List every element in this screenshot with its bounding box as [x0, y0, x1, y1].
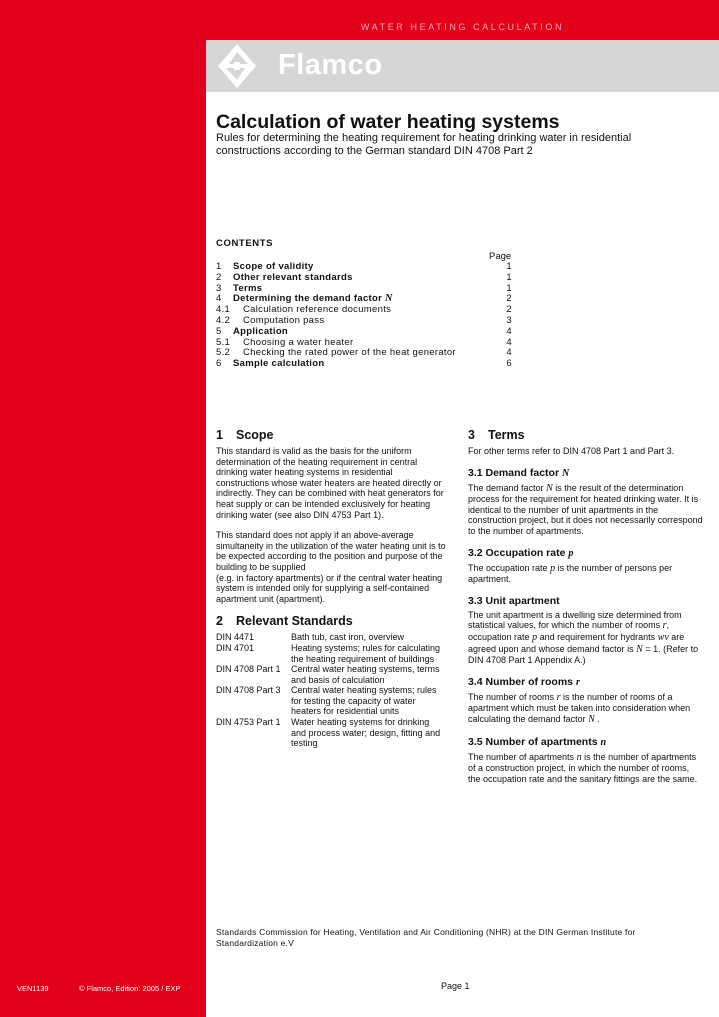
text-segment: .	[597, 713, 600, 724]
right-column	[468, 428, 704, 794]
text-segment: is the number of apartments of a construction project, in which the number of rooms, the occupation rate and the sanitary fittings are the same.	[468, 751, 698, 784]
standard-row	[216, 717, 446, 749]
toc-label: Sample calculation	[233, 358, 325, 370]
toc-label: Application	[233, 325, 289, 337]
subsection-title: 3.5 Number of apartments	[468, 735, 598, 748]
toc-entry-6	[216, 359, 514, 370]
rooms-text	[468, 692, 704, 726]
standard-description: Bath tub, cast iron, overview	[291, 632, 405, 643]
standard-row	[216, 664, 446, 685]
toc-page: 3	[506, 314, 512, 326]
standard-code: DIN 4708 Part 3	[216, 685, 281, 696]
subsection-variable: n	[600, 736, 607, 748]
standard-code: DIN 4708 Part 1	[216, 664, 281, 675]
toc-label: Choosing a water heater	[243, 336, 354, 348]
toc-label: Terms	[233, 282, 263, 294]
text-segment: The occupation rate	[468, 562, 548, 573]
text-segment: The unit apartment is a dwelling size determined from statistical values, for which the number of rooms	[468, 609, 682, 631]
unit-apartment-heading: 3.3 Unit apartment	[468, 594, 560, 607]
contents-heading: CONTENTS	[216, 238, 274, 249]
text-segment: is the number of rooms of a apartment which must be taken into consideration when calculating the demand factor	[468, 691, 691, 724]
section-title: Scope	[236, 428, 274, 442]
section-title: Relevant Standards	[236, 614, 353, 629]
toc-number: 1	[216, 261, 222, 272]
unit-apartment-text	[468, 610, 704, 666]
standard-description: Water heating systems for drinking and process water; design, fitting and testing	[291, 717, 441, 749]
rooms-heading	[468, 676, 704, 689]
standard-description: Heating systems; rules for calculating the heating requirement of buildings	[291, 642, 441, 664]
toc-entry-5	[216, 327, 514, 338]
toc-page: 4	[506, 336, 512, 348]
text-segment: , occupation rate	[468, 620, 670, 642]
subsection-title: 3.1 Demand factor	[468, 466, 560, 479]
toc-page: 2	[506, 293, 512, 305]
section-number: 3	[468, 428, 475, 442]
document-code: VEN1139	[17, 984, 49, 993]
standard-row	[216, 685, 446, 717]
standard-code: DIN 4471	[216, 632, 255, 643]
subsection-title: 3.4 Number of rooms	[468, 675, 574, 688]
inline-variable: N	[636, 643, 643, 655]
page-subtitle: Rules for determining the heating requirement for heating drinking water in residential constructions according to the German standard DIN 4708 Part 2	[216, 132, 632, 157]
toc-number: 4.1	[216, 304, 231, 316]
toc-number: 5.1	[216, 336, 231, 348]
table-of-contents	[216, 262, 514, 370]
section-number: 2	[216, 614, 223, 629]
toc-label-text: Determining the demand factor	[233, 293, 383, 305]
text-segment: are agreed upon and whose demand factor is	[468, 631, 685, 654]
toc-page: 4	[506, 325, 512, 337]
standard-code: DIN 4701	[216, 642, 255, 653]
toc-page: 1	[506, 261, 512, 272]
copyright: © Flamco, Edition: 2005 / EXP	[79, 984, 181, 993]
standard-description: Central water heating systems, terms and basis of calculation	[291, 664, 440, 685]
text-segment: is the number of persons per apartment.	[468, 562, 673, 585]
logo-wordmark: Flamco	[278, 49, 383, 81]
text-segment: = 1. (Refer to DIN 4708 Part 1 Appendix A.)	[468, 643, 699, 666]
text-segment: The number of rooms	[468, 691, 555, 702]
toc-page: 2	[506, 304, 512, 316]
toc-label: Calculation reference documents	[243, 304, 392, 316]
scope-paragraph-3: (e.g. in factory apartments) or if the central water heating system is intended only for supplying a self-contained apartment unit (apartment).	[216, 572, 443, 604]
toc-label: Checking the rated power of the heat generator	[243, 347, 456, 359]
apartments-text	[468, 752, 704, 785]
contents-page-label: Page	[489, 251, 512, 262]
terms-heading	[468, 428, 704, 442]
text-segment: is the result of the determination process for the requirement for heated drinking water. It is identical to the number of unit apartments in the construction project, but it does not necessarily correspond to the number of apartments.	[468, 482, 703, 536]
toc-page: 6	[506, 358, 512, 370]
standard-code: DIN 4753 Part 1	[216, 717, 281, 728]
text-segment: The number of apartments	[468, 751, 575, 762]
scope-heading	[216, 428, 446, 442]
toc-number: 4.2	[216, 314, 231, 326]
inline-variable: r	[662, 620, 667, 632]
subsection-variable: N	[561, 467, 570, 479]
standard-row	[216, 632, 446, 643]
subsection-title: 3.2 Occupation rate	[468, 546, 566, 559]
standard-description: Central water heating systems; rules for testing the capacity of water heaters for residential units	[291, 685, 437, 717]
toc-label: Scope of validity	[233, 261, 314, 272]
inline-variable: p	[550, 562, 556, 574]
header-strip	[206, 0, 719, 40]
toc-number: 2	[216, 271, 222, 283]
scope-paragraph-1: This standard is valid as the basis for the uniform determination of the heating requirement in central drinking water heating systems in residential constructions whose water heaters are heated directly or indirectly. They can be combined with heat generators for heat supply or can be intended exclusively for heating drinking water (see also DIN 4753 Part 1).	[216, 446, 444, 520]
terms-intro: For other terms refer to DIN 4708 Part 1 and Part 3.	[468, 446, 675, 456]
page-number: Page 1	[441, 981, 470, 991]
toc-number: 4	[216, 293, 222, 305]
footer-note: Standards Commission for Heating, Ventilation and Air Conditioning (NHR) at the DIN German Institute for Standardization e.V	[216, 927, 636, 948]
toc-page: 1	[506, 271, 512, 283]
toc-entry-2	[216, 273, 514, 284]
apartments-heading	[468, 736, 704, 749]
occupation-rate-text	[468, 563, 704, 585]
toc-number: 6	[216, 358, 222, 370]
flamco-logo-icon	[217, 43, 257, 89]
inline-variable: r	[556, 691, 561, 703]
subsection-variable: p	[568, 547, 574, 559]
text-segment: and requirement for hydrants	[539, 631, 656, 642]
toc-label: Computation pass	[243, 314, 325, 326]
toc-number: 5	[216, 325, 222, 337]
demand-factor-text	[468, 483, 704, 537]
inline-variable: N	[588, 713, 595, 725]
demand-factor-heading	[468, 467, 704, 480]
inline-variable: p	[532, 631, 538, 643]
section-title: Terms	[488, 428, 525, 442]
toc-label: Other relevant standards	[233, 271, 353, 283]
header-strip-text: WATER HEATING CALCULATION	[360, 22, 565, 32]
inline-variable: N	[546, 482, 553, 494]
standard-row	[216, 643, 446, 664]
left-red-sidebar	[0, 0, 206, 1017]
occupation-rate-heading	[468, 547, 704, 560]
left-column	[216, 428, 446, 749]
toc-page: 4	[506, 347, 512, 359]
inline-variable: n	[576, 751, 582, 763]
scope-paragraph-2: This standard does not apply if an above-average simultaneity in the utilization of the water heating unit is to be expected according to the position and purpose of the building to be supplied	[216, 530, 446, 572]
standards-heading	[216, 614, 446, 628]
page-title: Calculation of water heating systems	[216, 111, 560, 133]
inline-variable: wv	[657, 631, 669, 643]
toc-number: 3	[216, 282, 222, 294]
subsection-variable: r	[575, 676, 580, 688]
standards-list	[216, 632, 446, 749]
toc-variable: N	[385, 293, 393, 305]
section-number: 1	[216, 428, 223, 442]
toc-number: 5.2	[216, 347, 231, 359]
toc-page: 1	[506, 282, 512, 294]
text-segment: The demand factor	[468, 482, 544, 493]
